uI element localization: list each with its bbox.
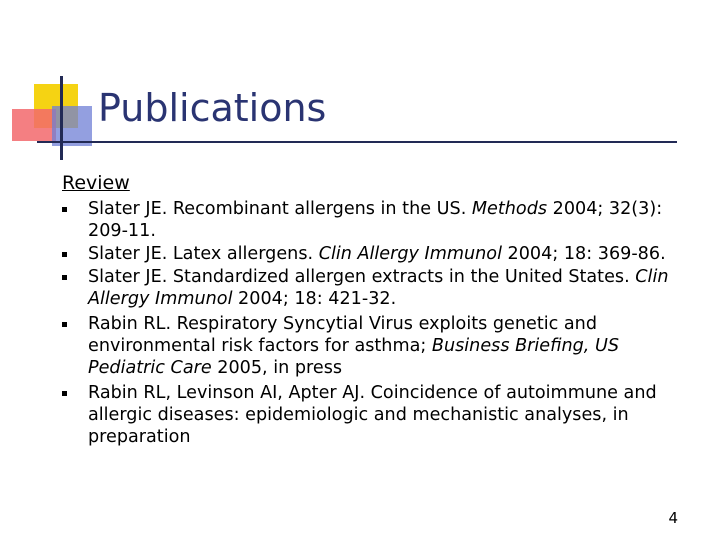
bullet-icon <box>62 207 67 212</box>
reference-text: Rabin RL. Respiratory Syncytial Virus exploits genetic and environmental risk factors for asthma; <box>88 314 597 356</box>
bullet-icon <box>62 252 67 257</box>
reference-item <box>60 382 680 448</box>
reference-text: Rabin RL, Levinson AI, Apter AJ. Coincidence of autoimmune and allergic diseases: epidemiologic and mechanistic analyses, in preparation <box>88 383 657 447</box>
journal-name: Business Briefing, US Pediatric Care <box>88 336 620 378</box>
reference-item <box>60 266 680 310</box>
reference-text: Slater JE. Latex allergens. <box>88 244 319 264</box>
reference-item <box>60 198 680 242</box>
reference-citation: 2005, in press <box>211 358 343 378</box>
journal-name: Clin Allergy Immunol <box>88 267 669 309</box>
page-number: 4 <box>668 509 678 527</box>
reference-citation: 2004; 32(3): 209-11. <box>88 199 663 241</box>
reference-citation: 2004; 18: 421-32. <box>232 289 397 309</box>
reference-item <box>60 313 680 379</box>
reference-citation: 2004; 18: 369-86. <box>501 244 666 264</box>
bullet-icon <box>62 391 67 396</box>
reference-text: Slater JE. Recombinant allergens in the US. <box>88 199 472 219</box>
decor-blue-square <box>52 106 92 146</box>
reference-item <box>60 243 680 265</box>
journal-name: Clin Allergy Immunol <box>318 244 502 264</box>
bullet-icon <box>62 275 67 280</box>
title-divider <box>37 141 677 143</box>
decor-vertical-line <box>60 76 63 160</box>
journal-name: Methods <box>471 199 548 219</box>
reference-text: Slater JE. Standardized allergen extracts in the United States. <box>88 267 636 287</box>
section-heading: Review <box>62 172 130 194</box>
slide-title: Publications <box>98 86 327 130</box>
reference-list <box>60 198 680 448</box>
decor-red-square <box>12 109 56 141</box>
bullet-icon <box>62 322 67 327</box>
